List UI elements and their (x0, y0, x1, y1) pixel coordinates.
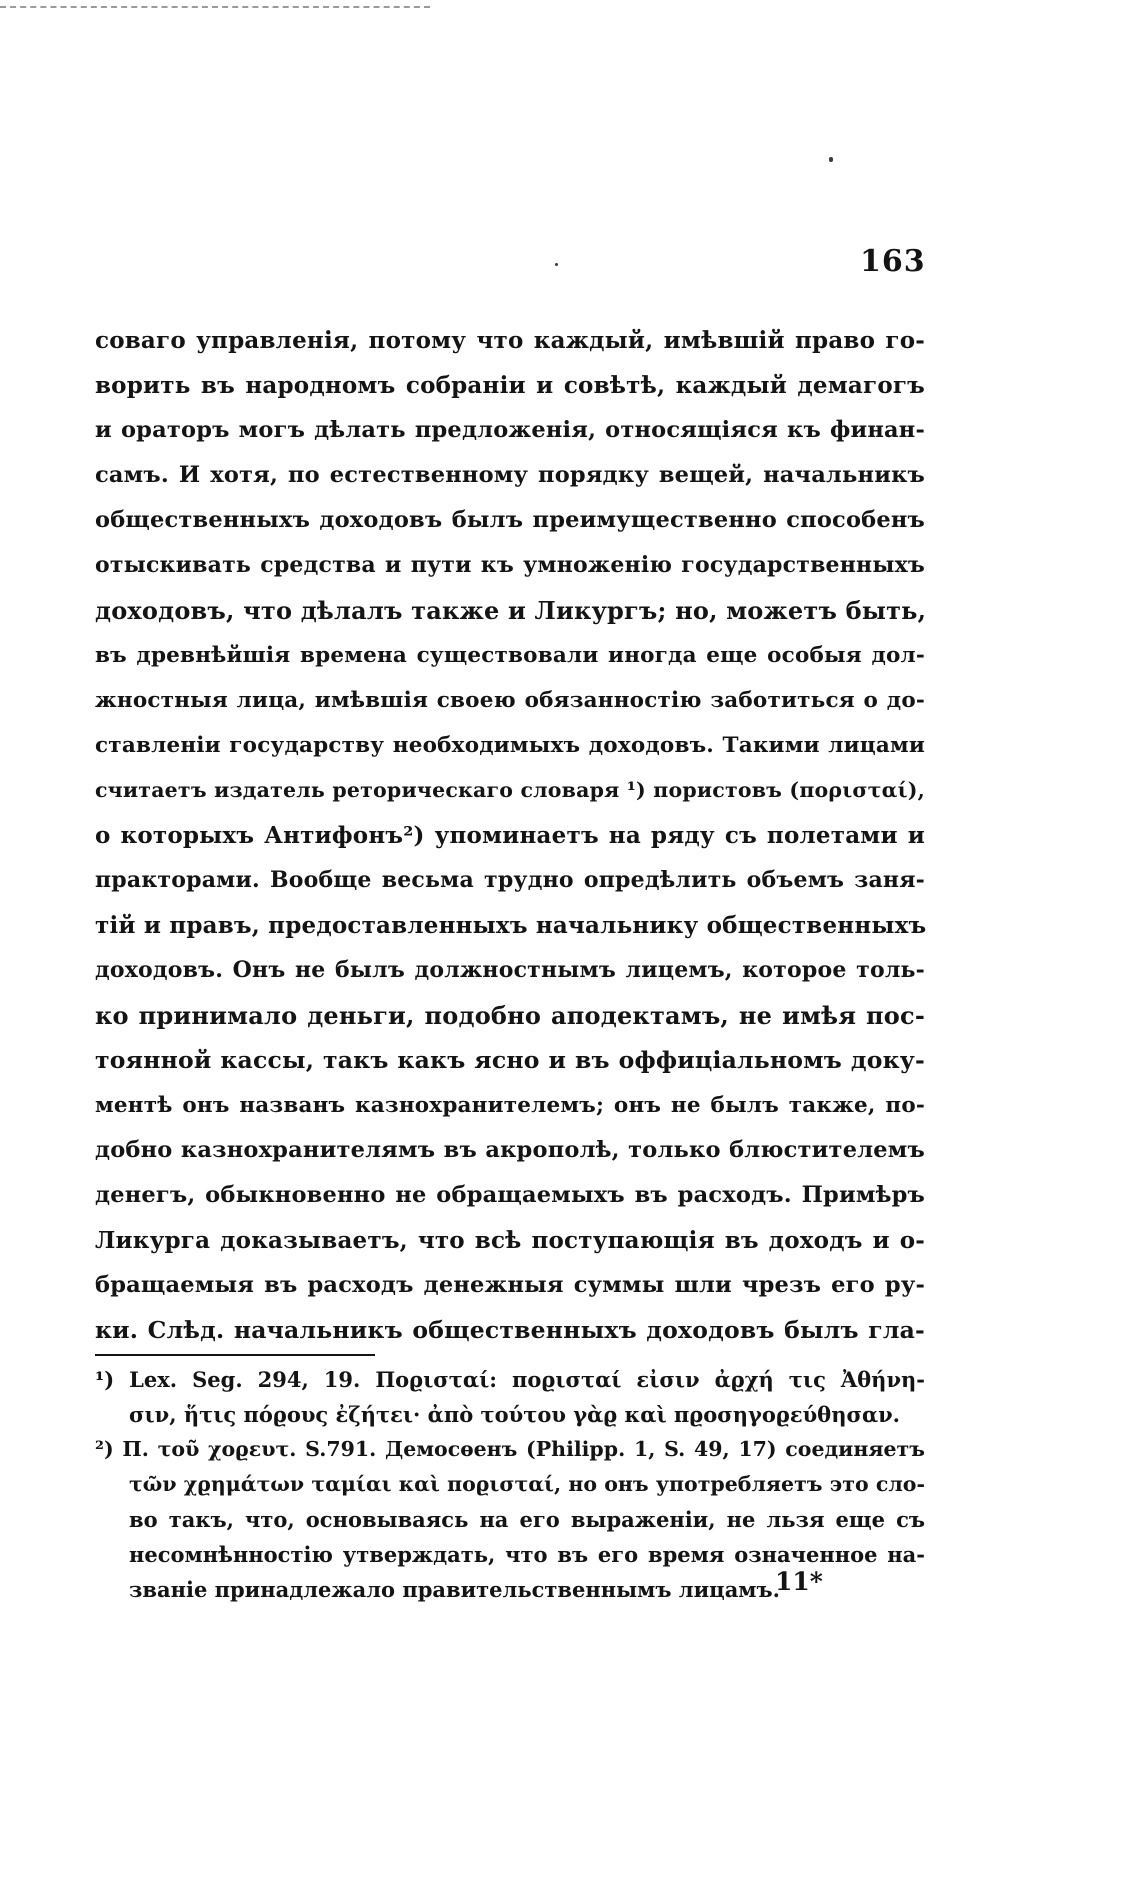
text-line: доходовъ, что дѣлалъ также и Ликургъ; но, можетъ быть, (95, 596, 927, 625)
text-line: ко принимало деньги, подобно аподектамъ, не имѣя пос- (95, 1001, 925, 1030)
text-line: считаетъ издатель реторическаго словаря ¹) пористовъ (πορισταί), (95, 778, 925, 802)
footnote-divider (95, 1354, 375, 1356)
footnote-line: ¹) Lex. Seg. 294, 19. Ποϱισταί: ποϱισταί εἰσιν ἀϱχή τις Ἀθήνη- (95, 1367, 925, 1392)
text-line: соваго управленія, потому что каждый, имѣвшій право го- (95, 327, 925, 354)
text-line: практорами. Вообще весьма трудно опредѣлить объемъ заня- (95, 867, 925, 893)
footnote-line: несомнѣнностію утверждать, что въ его время означенное на- (129, 1542, 925, 1567)
text-line: общественныхъ доходовъ былъ преимущественно способенъ (95, 507, 925, 533)
text-line: Ликурга доказываетъ, что всѣ поступающія въ доходъ и о- (95, 1227, 925, 1254)
footnote-line: ²) П. τοῦ χοϱευτ. S.791. Демосѳенъ (Philipp. 1, S. 49, 17) соединяетъ (95, 1437, 925, 1461)
text-line: ментѣ онъ названъ казнохранителемъ; онъ не былъ также, по- (95, 1093, 925, 1118)
text-line: добно казнохранителямъ въ акрополѣ, только блюстителемъ (95, 1137, 925, 1163)
footnote-line: во такъ, что, основываясь на его выраженіи, не льзя еще съ (129, 1507, 925, 1532)
text-line: жностныя лица, имѣвшія своею обязанностію заботиться о до- (95, 688, 925, 713)
text-line: доходовъ. Онъ не былъ должностнымъ лицемъ, которое толь- (95, 957, 925, 983)
text-line: въ древнѣйшія времена существовали иногда еще особыя дол- (95, 643, 925, 668)
text-line: тоянной кассы, такъ какъ ясно и въ оффиціальномъ доку- (95, 1046, 925, 1074)
footnote-line: званіе принадлежало правительственнымъ лицамъ. (129, 1577, 780, 1602)
text-line: ки. Слѣд. начальникъ общественныхъ доходовъ былъ гла- (95, 1316, 925, 1344)
text-line: отыскивать средства и пути къ умноженію государственныхъ (95, 552, 925, 578)
top-scan-edge (0, 6, 430, 8)
ink-speck (829, 157, 833, 162)
text-line: и ораторъ могъ дѣлать предложенія, относящіяся къ финан- (95, 417, 925, 443)
footnote-line: σιν, ἥτις πόϱους ἐζήτει· ἀπὸ τούτου γὰϱ καὶ πϱοσηγοϱεύθησαν. (129, 1402, 900, 1427)
page-number: 163 (860, 244, 926, 279)
text-line: денегъ, обыкновенно не обращаемыхъ въ расходъ. Примѣръ (95, 1182, 925, 1208)
text-line: бращаемыя въ расходъ денежныя суммы шли чрезъ его ру- (95, 1272, 925, 1298)
text-line: тій и правъ, предоставленныхъ начальнику общественныхъ (95, 912, 927, 939)
signature-mark: 11* (775, 1567, 823, 1596)
text-line: о которыхъ Антифонъ²) упоминаетъ на ряду съ полетами и (95, 822, 925, 849)
footnote-line: τῶν χϱημάτων ταμίαι καὶ ποϱισταί, но онъ употребляетъ это сло- (129, 1472, 925, 1496)
ink-speck (555, 263, 558, 266)
main-text (95, 318, 925, 1353)
text-line: ворить въ народномъ собраніи и совѣтѣ, каждый демагогъ (95, 372, 925, 399)
text-line: самъ. И хотя, по естественному порядку вещей, начальникъ (95, 462, 925, 488)
text-line: ставленіи государству необходимыхъ доходовъ. Такими лицами (95, 733, 925, 758)
